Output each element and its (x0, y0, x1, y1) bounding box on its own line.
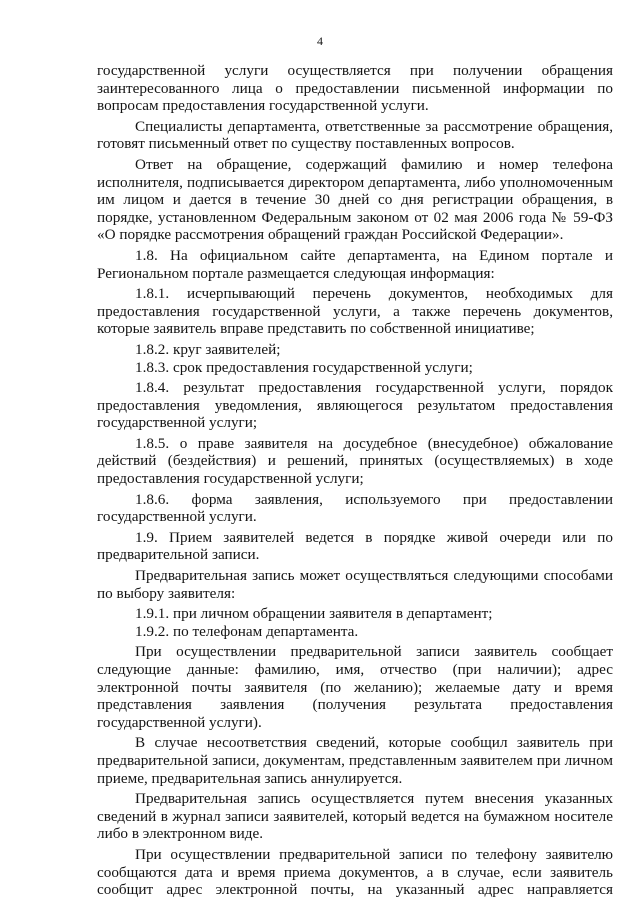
paragraph-phone-record: При осуществлении предварительной записи по телефону заявителю сообщаются дата и время приема документов, а в случае, если заявитель сообщит адрес электронной почты, на указанный адрес направляется (97, 845, 613, 899)
paragraph-1-8-1: 1.8.1. исчерпывающий перечень документов, необходимых для предоставления государственной услуги, а также перечень документов, которые заявитель вправе представить по собственной инициативе; (97, 285, 613, 338)
paragraph-response: Ответ на обращение, содержащий фамилию и номер телефона исполнителя, подписывается директором департамента, либо уполномоченным им лицом и дается в течение 30 дней со дня регистрации обращения, в порядке, установленном Федеральным законом от 02 мая 2006 года № 59-ФЗ «О порядке рассмотрения обращений граждан Российской Федерации». (97, 155, 613, 244)
paragraph-1-8-4: 1.8.4. результат предоставления государственной услуги, порядок предоставления уведомления, являющегося результатом предоставления государственной услуги; (97, 379, 613, 432)
paragraph-1-8-2: 1.8.2. круг заявителей; (135, 340, 281, 358)
paragraph-journal: Предварительная запись осуществляется путем внесения указанных сведений в журнал записи заявителей, который ведется на бумажном носителе либо в электронном виде. (97, 790, 613, 843)
paragraph-1-9-1: 1.9.1. при личном обращении заявителя в департамент; (135, 605, 493, 623)
paragraph-1-8-3: 1.8.3. срок предоставления государственной услуги; (135, 358, 473, 376)
paragraph-1-8-5: 1.8.5. о праве заявителя на досудебное (внесудебное) обжалование действий (бездействия) и решений, принятых (осуществляемых) в ходе предоставления государственной услуги; (97, 434, 613, 488)
paragraph-1-9-2: 1.9.2. по телефонам департамента. (135, 622, 359, 640)
paragraph-1-8-6: 1.8.6. форма заявления, используемого при предоставлении государственной услуги. (97, 490, 613, 526)
paragraph-1-9: 1.9. Прием заявителей ведется в порядке живой очереди или по предварительной записи. (97, 528, 613, 564)
document-body (97, 62, 613, 902)
paragraph-prelim-ways: Предварительная запись может осуществляться следующими способами по выбору заявителя: (97, 567, 613, 602)
page-number: 4 (317, 34, 323, 48)
paragraph-data-provided: При осуществлении предварительной записи заявитель сообщает следующие данные: фамилию, имя, отчество (при наличии); адрес электронной почты заявителя (по желанию); желаемые дату и время представления заявления (получения результата предоставления государственной услуги). (97, 643, 613, 731)
paragraph-specialists: Специалисты департамента, ответственные за рассмотрение обращения, готовят письменный ответ по существу поставленных вопросов. (97, 117, 613, 153)
paragraph-continuation: государственной услуги осуществляется при получении обращения заинтересованного лица о предоставлении письменной информации по вопросам предоставления государственной услуги. (97, 62, 613, 115)
paragraph-1-8: 1.8. На официальном сайте департамента, на Едином портале и Региональном портале размещается следующая информация: (97, 246, 613, 282)
paragraph-mismatch: В случае несоответствия сведений, которые сообщил заявитель при предварительной записи, документам, представленным заявителем при личном приеме, предварительная запись аннулируется. (97, 734, 613, 787)
